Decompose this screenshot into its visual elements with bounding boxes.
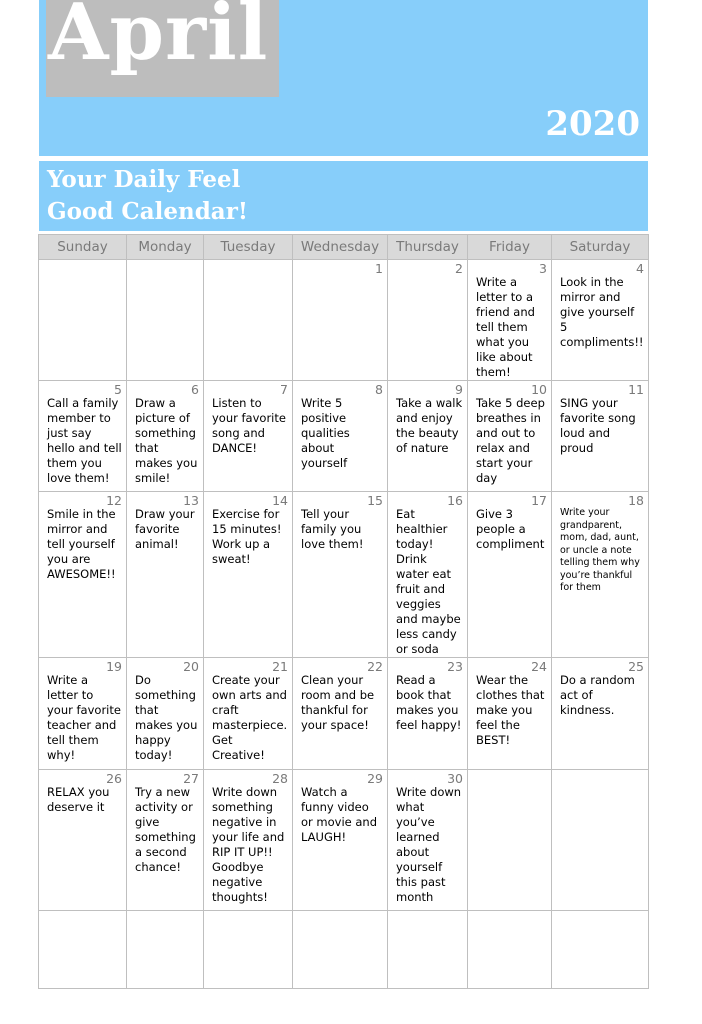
day-cell [388, 911, 468, 989]
day-activity: Read a book that makes you feel happy! [396, 673, 462, 732]
day-number [212, 260, 288, 275]
day-number [47, 260, 122, 275]
day-cell [293, 492, 388, 658]
weekday-wednesday: Wednesday [293, 235, 388, 260]
day-activity: Write your grandparent, mom, dad, aunt, or uncle a note telling them why you’re thankful for them [560, 507, 640, 593]
day-number: 15 [367, 493, 383, 508]
day-activity: Write 5 positive qualities about yourself [301, 396, 350, 470]
day-number: 20 [183, 659, 199, 674]
weekday-tuesday: Tuesday [204, 235, 293, 260]
day-cell [39, 381, 127, 492]
day-activity: RELAX you deserve it [47, 785, 110, 814]
day-number: 27 [183, 771, 199, 786]
day-number [396, 911, 463, 926]
day-cell [204, 492, 293, 658]
day-activity: Give 3 people a compliment [476, 507, 545, 551]
day-number: 18 [628, 493, 644, 508]
day-number: 21 [272, 659, 288, 674]
day-activity: Write a letter to your favorite teacher and tell them why! [47, 673, 121, 762]
day-cell [468, 381, 552, 492]
day-cell [204, 260, 293, 381]
day-number [135, 911, 199, 926]
day-activity: Clean your room and be thankful for your space! [301, 673, 375, 732]
day-cell [552, 260, 649, 381]
day-cell [468, 260, 552, 381]
day-activity: SING your favorite song loud and proud [560, 396, 636, 455]
day-cell [127, 492, 204, 658]
day-cell [39, 492, 127, 658]
day-cell [388, 658, 468, 770]
day-number: 12 [106, 493, 122, 508]
day-activity: Eat healthier today! Drink water eat fruit and veggies and maybe less candy or soda [396, 507, 461, 656]
week-row [39, 770, 649, 911]
weekday-monday: Monday [127, 235, 204, 260]
day-cell [552, 911, 649, 989]
weekday-header-row [39, 235, 649, 260]
day-number: 4 [636, 261, 644, 276]
day-number: 28 [272, 771, 288, 786]
day-activity: Draw a picture of something that makes you smile! [135, 396, 198, 485]
day-cell [468, 770, 552, 911]
day-activity: Do something that makes you happy today! [135, 673, 198, 762]
day-cell [39, 770, 127, 911]
day-number: 9 [455, 382, 463, 397]
weekday-friday: Friday [468, 235, 552, 260]
day-number: 30 [447, 771, 463, 786]
day-cell [468, 492, 552, 658]
day-number [560, 911, 644, 926]
day-number: 14 [272, 493, 288, 508]
day-number: 2 [455, 261, 463, 276]
day-activity: Create your own arts and craft masterpiece. Get Creative! [212, 673, 288, 762]
day-activity: Take 5 deep breathes in and out to relax and start your day [476, 396, 545, 485]
day-number [560, 770, 644, 785]
subtitle-line-1: Your Daily Feel [47, 166, 241, 193]
week-row [39, 658, 649, 770]
day-number: 22 [367, 659, 383, 674]
day-cell [388, 260, 468, 381]
day-cell [293, 770, 388, 911]
day-number: 13 [183, 493, 199, 508]
day-cell [388, 381, 468, 492]
weekday-saturday: Saturday [552, 235, 649, 260]
weekday-sunday: Sunday [39, 235, 127, 260]
day-activity: Write down what you’ve learned about yourself this past month [396, 785, 462, 904]
week-row [39, 492, 649, 658]
day-activity: Listen to your favorite song and DANCE! [212, 396, 286, 455]
day-activity: Take a walk and enjoy the beauty of nature [396, 396, 463, 455]
day-activity: Write down something negative in your life and RIP IT UP!! Goodbye negative thoughts! [212, 785, 285, 904]
day-cell [293, 658, 388, 770]
day-activity: Watch a funny video or movie and LAUGH! [301, 785, 378, 844]
day-cell [204, 770, 293, 911]
day-cell [552, 658, 649, 770]
day-cell [39, 911, 127, 989]
day-cell [39, 658, 127, 770]
day-number: 3 [539, 261, 547, 276]
day-cell [127, 770, 204, 911]
day-number: 23 [447, 659, 463, 674]
day-number: 7 [280, 382, 288, 397]
day-number: 19 [106, 659, 122, 674]
day-cell [127, 260, 204, 381]
day-activity: Look in the mirror and give yourself 5 compliments!! [560, 275, 644, 349]
day-cell [468, 658, 552, 770]
day-number: 16 [447, 493, 463, 508]
day-activity: Exercise for 15 minutes! Work up a sweat! [212, 507, 282, 566]
week-row [39, 911, 649, 989]
day-number: 17 [531, 493, 547, 508]
day-number: 29 [367, 771, 383, 786]
day-activity: Wear the clothes that make you feel the BEST! [476, 673, 545, 747]
week-row [39, 260, 649, 381]
day-cell [127, 381, 204, 492]
day-activity: Call a family member to just say hello and tell them you love them! [47, 396, 122, 485]
day-number [301, 911, 383, 926]
day-number: 5 [114, 382, 122, 397]
day-cell [468, 911, 552, 989]
day-activity: Tell your family you love them! [301, 507, 364, 551]
day-number [212, 911, 288, 926]
day-cell [204, 658, 293, 770]
day-number: 11 [628, 382, 644, 397]
day-cell [552, 770, 649, 911]
month-title: April [48, 0, 269, 78]
day-cell [293, 260, 388, 381]
day-number: 8 [375, 382, 383, 397]
day-number: 1 [375, 261, 383, 276]
day-cell [39, 260, 127, 381]
day-activity: Draw your favorite animal! [135, 507, 195, 551]
day-cell [552, 492, 649, 658]
day-cell [204, 911, 293, 989]
year-title: 2020 [545, 104, 640, 144]
day-cell [388, 492, 468, 658]
day-activity: Write a letter to a friend and tell them what you like about them! [476, 275, 535, 379]
day-activity: Try a new activity or give something a second chance! [135, 785, 196, 874]
subtitle-line-2: Good Calendar! [47, 198, 248, 225]
day-activity: Smile in the mirror and tell yourself you are AWESOME!! [47, 507, 116, 581]
day-cell [204, 381, 293, 492]
day-cell [293, 381, 388, 492]
day-cell [293, 911, 388, 989]
day-number: 25 [628, 659, 644, 674]
day-cell [127, 911, 204, 989]
day-number: 10 [531, 382, 547, 397]
day-number [135, 260, 199, 275]
day-number [47, 911, 122, 926]
day-activity: Do a random act of kindness. [560, 673, 635, 717]
day-number [476, 911, 547, 926]
day-number: 24 [531, 659, 547, 674]
weekday-thursday: Thursday [388, 235, 468, 260]
day-cell [552, 381, 649, 492]
day-number [476, 770, 547, 785]
calendar-grid [38, 234, 649, 989]
day-cell [388, 770, 468, 911]
day-number: 6 [191, 382, 199, 397]
week-row [39, 381, 649, 492]
day-number: 26 [106, 771, 122, 786]
day-cell [127, 658, 204, 770]
